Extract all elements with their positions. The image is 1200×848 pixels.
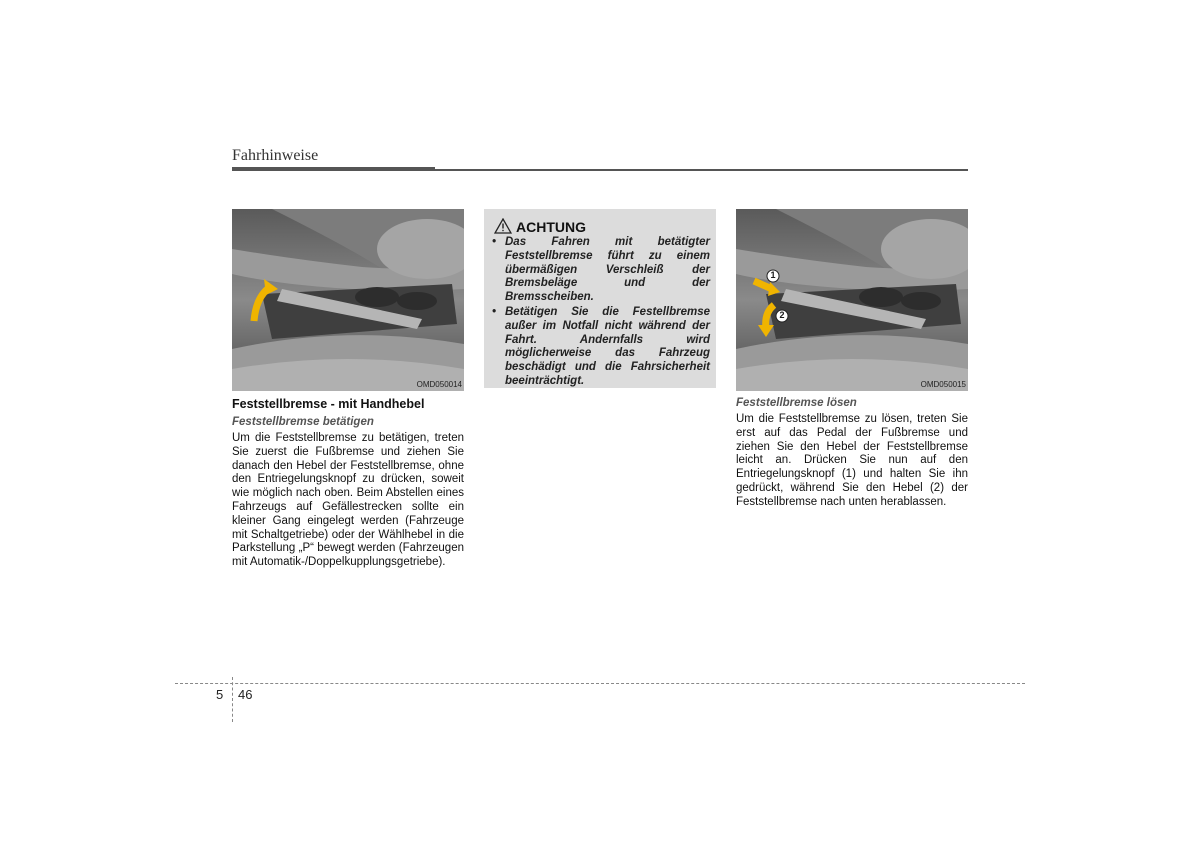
warning-box [484,209,716,388]
image-code: OMD050015 [920,380,966,389]
header-rule-thick [232,167,435,171]
warning-title: ACHTUNG [516,219,586,235]
release-body-text: Um die Feststellbremse zu lösen, treten Sie erst auf das Pedal der Fußbremse und ziehen Sie den Hebel der Feststellbremse leicht an. Drücken Sie nun auf den Entriegelungsknopf (1) und halten Sie ihn gedrückt, während Sie den Hebel (2) der Feststellbremse nach unten herablassen. [736,413,968,508]
footer-dashed-rule [175,683,1025,684]
handbrake-release-photo [736,209,968,391]
subheading-release: Feststellbremse lösen [736,397,857,409]
header-rule-thin [435,169,968,171]
page-number: 46 [238,687,253,702]
callout-1: 1 [770,270,776,280]
subheading-apply: Feststellbremse betätigen [232,416,374,428]
callout-2: 2 [779,310,785,320]
page-header-title: Fahrhinweise [232,147,319,164]
warning-list [492,236,710,390]
handbrake-apply-photo [232,209,464,391]
chapter-number: 5 [216,687,224,702]
footer-vertical-rule [232,677,233,722]
image-code: OMD050014 [416,380,462,389]
apply-body-text: Um die Feststellbremse zu betätigen, treten Sie zuerst die Fußbremse und ziehen Sie danach den Hebel der Feststellbremse, ohne den Entriegelungsknopf zu drücken, soweit wie möglich nach oben. Beim Abstellen eines Fahrzeugs auf Gefällestrecken sollte ein kleiner Gang eingelegt werden (Fahrzeuge mit Schaltgetriebe) oder der Wählhebel in die Parkstellung „P“ bewegt werden (Fahrzeugen mit Automatik-/Doppelkupplungsgetriebe). [232,432,464,569]
section-heading: Feststellbremse - mit Handhebel [232,397,425,411]
warning-item: • Betätigen Sie die Festellbremse außer im Notfall nicht während der Fahrt. Andernfalls wird möglicherweise das Fahrzeug beschädigt und die Fahrsicherheit beeinträchtigt. [492,305,710,387]
warning-item: • Das Fahren mit betätigter Feststellbremse führt zu einem übermäßigen Verschleiß der Bremsbeläge und der Bremsscheiben. [492,236,710,304]
